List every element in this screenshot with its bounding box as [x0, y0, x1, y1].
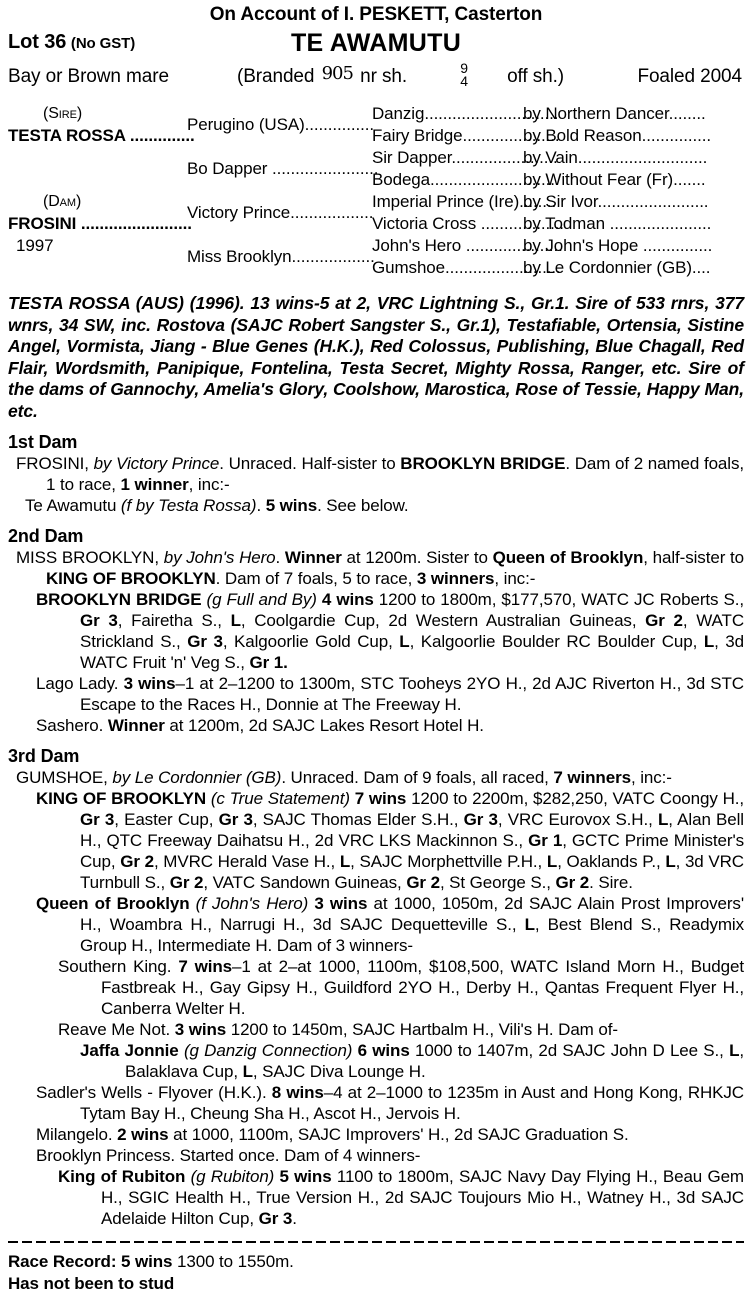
- sire-summary: TESTA ROSSA (AUS) (1996). 13 wins-5 at 2, VRC Lightning S., Gr.1. Sire of 533 rnrs, 377 wnrs, 34 SW, inc. Rostova (SAJC Robert Sangster S., Gr.1), Testafiable, Ortensia, Sistine Angel, Vormista, Jiang - Blue Genes (H.K.), Red Colossus, Publishing, Blue Chagall, Red Flair, Wordsmith, Panipique, Fontelina, Testa Secret, Mighty Rossa, Ranger, etc. Sire of the dams of Gannochy, Amelia's Glory, Coolshow, Marostica, Rose of Tessie, Happy Man, etc.: [8, 293, 744, 421]
- horse-name: TE AWAMUTU: [290, 29, 462, 57]
- lot-row: [8, 27, 744, 60]
- pedigree-gen2-cell: Bo Dapper .......................: [187, 159, 379, 178]
- dam-section-heading: 1st Dam: [8, 432, 78, 452]
- pedigree-paragraph: FROSINI, by Victory Prince. Unraced. Half-sister to BROOKLYN BRIDGE. Dam of 2 named foals, 1 to race, 1 winner, inc:-: [16, 454, 744, 494]
- pedigree-gen3-cell: John's Hero .....................: [372, 236, 563, 255]
- divider-dashed: [8, 1241, 744, 1243]
- brand-info: [237, 60, 564, 94]
- pedigree-table: [8, 103, 744, 283]
- pedigree-paragraph: Lago Lady. 3 wins–1 at 2–1200 to 1300m, STC Tooheys 2YO H., 2d AJC Riverton H., 3d STC Escape to the Races H., Donnie at The Freeway H.: [36, 674, 744, 714]
- pedigree-paragraph: Brooklyn Princess. Started once. Dam of 4 winners-: [36, 1146, 421, 1165]
- pedigree-paragraph: Milangelo. 2 wins at 1000, 1100m, SAJC Improvers' H., 2d SAJC Graduation S.: [36, 1125, 629, 1144]
- pedigree-paragraph: Queen of Brooklyn (f John's Hero) 3 wins at 1000, 1050m, 2d SAJC Alain Prost Improvers' H., Woambra H., Narrugi H., 3d SAJC Dequetteville S., L, Best Blend S., Readymix Group H., Intermediate H. Dam of 3 winners-: [36, 894, 745, 955]
- pedigree-gen3-cell: Gumshoe.........................: [372, 258, 561, 277]
- horse-description: Bay or Brown mare: [8, 66, 169, 87]
- lot-number: Lot 36: [8, 31, 67, 53]
- brand-number-bottom: 4: [460, 72, 468, 89]
- stud-note: Has not been to stud: [8, 1274, 175, 1293]
- account-line: On Account of I. PESKETT, Casterton: [209, 4, 543, 25]
- pedigree-gen4-cell: by Le Cordonnier (GB)....: [523, 258, 711, 277]
- sire-name: TESTA ROSSA ..............: [8, 126, 195, 145]
- lot-group: [8, 32, 135, 54]
- pedigree-gen4-cell: by Bold Reason...............: [523, 126, 711, 145]
- branded-off-shoulder: off sh.): [507, 66, 565, 87]
- dam-year: 1997: [16, 236, 54, 255]
- pedigree-paragraph: BROOKLYN BRIDGE (g Full and By) 4 wins 1200 to 1800m, $177,570, WATC JC Roberts S., Gr 3, Fairetha S., L, Coolgardie Cup, 2d Western Australian Guineas, Gr 2, WATC Strickland S., Gr 3, Kalgoorlie Gold Cup, L, Kalgoorlie Boulder RC Boulder Cup, L, 3d WATC Fruit 'n' Veg S., Gr 1.: [36, 590, 744, 672]
- brand-numbers: [460, 59, 468, 89]
- pedigree-gen4-cell: by John's Hope ...............: [523, 236, 713, 255]
- branded-prefix: (Branded: [237, 66, 315, 87]
- pedigree-paragraph: KING OF BROOKLYN (c True Statement) 7 wins 1200 to 2200m, $282,250, VATC Coongy H., Gr 3, Easter Cup, Gr 3, SAJC Thomas Elder S.H., Gr 3, VRC Eurovox S.H., L, Alan Bell H., QTC Freeway Daihatsu H., 2d VRC LKS Mackinnon S., Gr 1, GCTC Prime Minister's Cup, Gr 2, MVRC Herald Vase H., L, SAJC Morphettville P.H., L, Oaklands P., L, 3d VRC Turnbull S., Gr 2, VATC Sandown Guineas, Gr 2, St George S., Gr 2. Sire.: [36, 789, 745, 892]
- dam-label: (Dam): [43, 193, 82, 210]
- brand-number-top: 9: [460, 59, 468, 76]
- sire-label: (Sire): [43, 105, 83, 122]
- foaled-year: Foaled 2004: [637, 66, 742, 87]
- pedigree-gen3-cell: Danzig.............................: [372, 104, 559, 123]
- pedigree-paragraph: Te Awamutu (f by Testa Rossa). 5 wins. See below.: [25, 496, 409, 515]
- pedigree-paragraph: GUMSHOE, by Le Cordonnier (GB). Unraced. Dam of 9 foals, all raced, 7 winners, inc:-: [16, 768, 672, 787]
- pedigree-gen4-cell: by Without Fear (Fr).......: [523, 170, 706, 189]
- pedigree-paragraph: MISS BROOKLYN, by John's Hero. Winner at 1200m. Sister to Queen of Brooklyn, half-sister to KING OF BROOKLYN. Dam of 7 foals, 5 to race, 3 winners, inc:-: [16, 548, 745, 588]
- pedigree-gen3-cell: Fairy Bridge.....................: [372, 126, 560, 145]
- dam-section-heading: 2nd Dam: [8, 526, 84, 546]
- pedigree-paragraph: Southern King. 7 wins–1 at 2–at 1000, 1100m, $108,500, WATC Island Morn H., Budget Fastbreak H., Gay Gipsy H., Guildford 2YO H., Derby H., Qantas Frequent Flyer H., Canberra Welter H.: [58, 957, 744, 1018]
- pedigree-gen2-cell: Miss Brooklyn..................: [187, 247, 375, 266]
- pedigree-paragraph: King of Rubiton (g Rubiton) 5 wins 1100 to 1800m, SAJC Navy Day Flying H., Beau Gem H., SGIC Health H., True Version H., 2d SAJC Toujours Mio H., Watney H., 3d SAJC Adelaide Hilton Cup, Gr 3.: [58, 1167, 744, 1228]
- pedigree-gen2-cell: Victory Prince..................: [187, 203, 374, 222]
- pedigree-gen4-cell: by Sir Ivor........................: [523, 192, 709, 211]
- pedigree-paragraph: Reave Me Not. 3 wins 1200 to 1450m, SAJC Hartbalm H., Vili's H. Dam of-: [58, 1020, 618, 1039]
- branded-nr-shoulder: nr sh.: [360, 66, 408, 87]
- dam-section-heading: 3rd Dam: [8, 746, 80, 766]
- pedigree-gen3-cell: Imperial Prince (Ire)........: [372, 192, 557, 211]
- dam-sections: [8, 431, 744, 1229]
- pedigree-gen4-cell: by Todman ......................: [523, 214, 712, 233]
- pedigree-gen3-cell: Bodega............................: [372, 170, 560, 189]
- pedigree-gen3-cell: Sir Dapper.......................: [372, 148, 558, 167]
- description-row: [8, 60, 744, 97]
- pedigree-gen4-cell: by Northern Dancer........: [523, 104, 706, 123]
- race-record: Race Record: 5 wins 1300 to 1550m.: [8, 1252, 294, 1271]
- pedigree-paragraph: Sadler's Wells - Flyover (H.K.). 8 wins–4 at 2–1000 to 1235m in Aust and Hong Kong, RHKJC Tytam Bay H., Cheung Sha H., Ascot H., Jervois H.: [36, 1083, 744, 1123]
- pedigree-gen4-cell: by Vain............................: [523, 148, 708, 167]
- pedigree-gen3-cell: Victoria Cross ..................: [372, 214, 564, 233]
- brand-mark: 905: [321, 63, 353, 84]
- pedigree-paragraph: Jaffa Jonnie (g Danzig Connection) 6 wins 1000 to 1407m, 2d SAJC John D Lee S., L, Balaklava Cup, L, SAJC Diva Lounge H.: [80, 1041, 745, 1081]
- dam-name: FROSINI ........................: [8, 214, 192, 233]
- pedigree-gen2-cell: Perugino (USA)...............: [187, 115, 374, 134]
- pedigree-paragraph: Sashero. Winner at 1200m, 2d SAJC Lakes Resort Hotel H.: [36, 716, 484, 735]
- gst-note: (No GST): [70, 35, 136, 52]
